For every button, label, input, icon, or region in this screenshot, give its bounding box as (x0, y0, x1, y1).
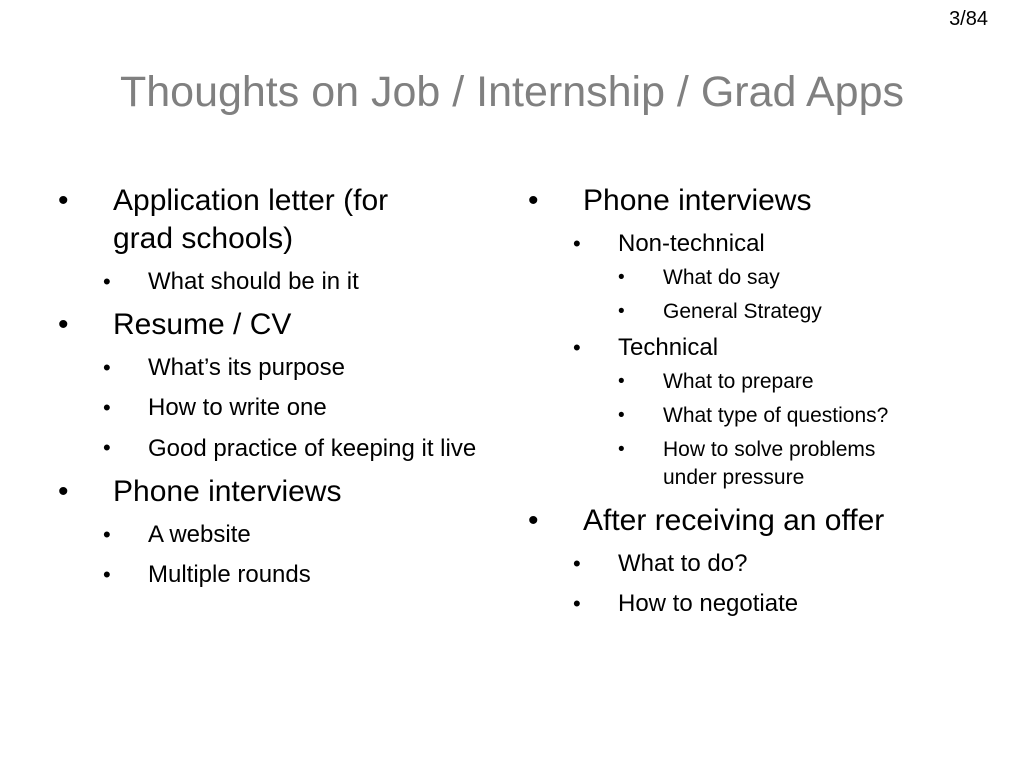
list-item (618, 402, 968, 430)
list-item (573, 332, 968, 364)
list-item (103, 352, 488, 384)
page-number: 3/84 (949, 8, 988, 30)
bullet-icon: • (528, 504, 539, 537)
list-item (528, 502, 968, 540)
bullet-icon: • (618, 267, 625, 288)
list-item (103, 266, 488, 298)
list-item (618, 368, 968, 396)
list-item (58, 182, 488, 258)
bullet-icon: • (103, 395, 111, 420)
bullet-icon: • (103, 562, 111, 587)
list-item-text: Phone interviews (113, 475, 342, 508)
list-item-text: What’s its purpose (148, 354, 345, 381)
list-item-text: Application letter (for grad schools) (113, 184, 389, 255)
bullet-icon: • (528, 184, 539, 217)
list-item-text: After receiving an offer (583, 504, 885, 537)
bullet-icon: • (573, 335, 581, 360)
bullet-icon: • (58, 475, 69, 508)
list-item (528, 182, 968, 220)
list-item (103, 432, 488, 465)
right-column (528, 182, 968, 628)
bullet-icon: • (618, 371, 625, 392)
bullet-icon: • (573, 551, 581, 576)
list-item (103, 519, 488, 551)
list-item (618, 298, 968, 326)
left-column (58, 182, 488, 599)
list-item-text: Technical (618, 334, 719, 361)
list-item-text: Phone interviews (583, 184, 812, 217)
bullet-icon: • (103, 522, 111, 547)
list-item-text: How to solve problems under pressure (663, 438, 876, 489)
list-item (58, 473, 488, 511)
bullet-icon: • (618, 439, 625, 460)
list-item-text: A website (148, 521, 251, 548)
list-item-text: Good practice of keeping it live (148, 435, 477, 462)
bullet-icon: • (618, 301, 625, 322)
list-item-text: What do say (663, 266, 780, 289)
list-item (573, 228, 968, 260)
bullet-icon: • (618, 405, 625, 426)
bullet-list-left (58, 182, 488, 591)
bullet-icon: • (58, 308, 69, 341)
list-item (103, 392, 488, 424)
list-item-text: How to negotiate (618, 590, 799, 617)
list-item (618, 264, 968, 292)
bullet-icon: • (573, 231, 581, 256)
bullet-icon: • (103, 355, 111, 380)
list-item (618, 436, 968, 492)
bullet-list-right (528, 182, 968, 620)
bullet-icon: • (58, 184, 69, 217)
list-item-text: Multiple rounds (148, 561, 311, 588)
list-item-text: General Strategy (663, 300, 822, 323)
list-item-text: Non-technical (618, 230, 765, 257)
list-item-text: What type of questions? (663, 404, 889, 427)
list-item (573, 548, 968, 580)
list-item-text: How to write one (148, 394, 327, 421)
list-item-text: Resume / CV (113, 308, 292, 341)
list-item (103, 559, 488, 591)
list-item-text: What to do? (618, 550, 748, 577)
bullet-icon: • (573, 591, 581, 616)
list-item-text: What to prepare (663, 370, 814, 393)
list-item-text: What should be in it (148, 268, 359, 295)
bullet-icon: • (103, 435, 111, 460)
list-item (58, 306, 488, 344)
list-item (573, 588, 968, 620)
slide-title: Thoughts on Job / Internship / Grad Apps (119, 68, 905, 116)
bullet-icon: • (103, 269, 111, 294)
